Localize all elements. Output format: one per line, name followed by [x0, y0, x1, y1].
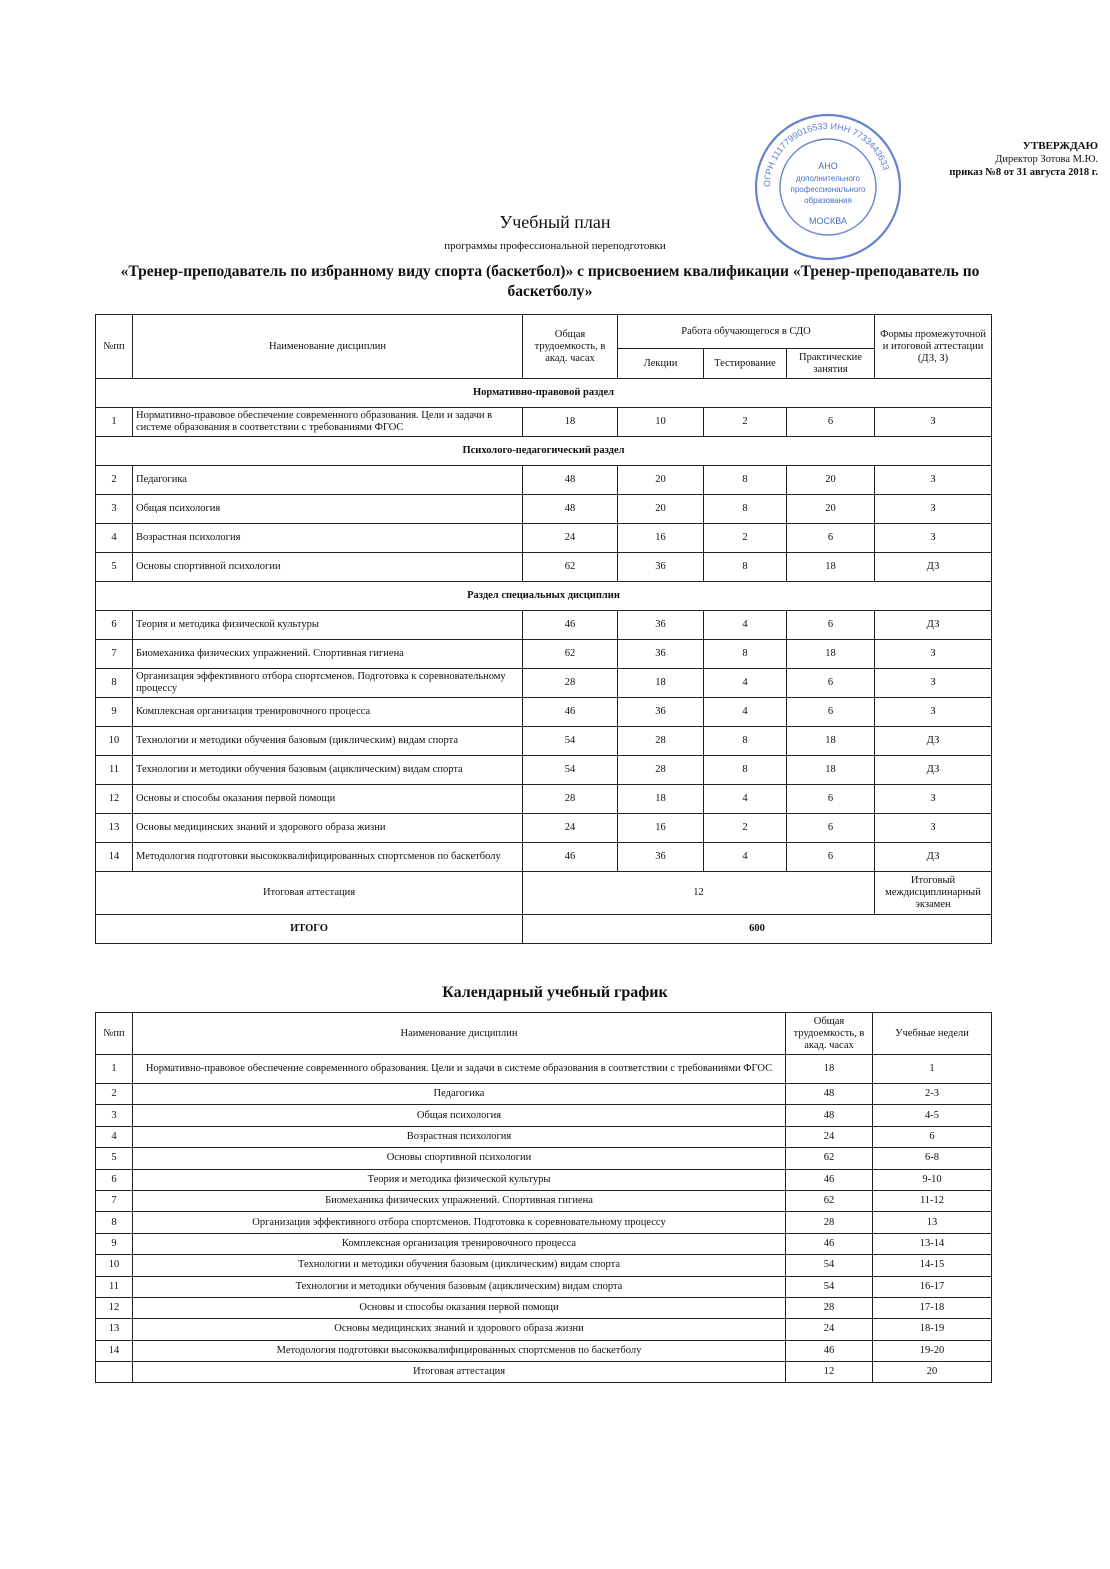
row-practice: 6 — [787, 698, 875, 727]
row-hours: 28 — [523, 785, 618, 814]
cal-row-num: 14 — [96, 1340, 133, 1361]
row-form: ДЗ — [875, 727, 992, 756]
cal-row-name: Общая психология — [133, 1105, 786, 1126]
section-title: Раздел специальных дисциплин — [96, 582, 992, 611]
cal-row-num: 4 — [96, 1126, 133, 1147]
row-lectures: 36 — [618, 698, 704, 727]
seal-center-line-3: профессионального — [790, 185, 866, 194]
row-practice: 6 — [787, 611, 875, 640]
cal-row-hours: 28 — [786, 1297, 873, 1318]
cal-row-num: 5 — [96, 1148, 133, 1169]
row-testing: 8 — [704, 756, 787, 785]
cal-row-hours: 62 — [786, 1190, 873, 1211]
final-attestation-row — [96, 872, 992, 915]
row-form: З — [875, 495, 992, 524]
row-practice: 6 — [787, 843, 875, 872]
table-row — [96, 1255, 992, 1276]
row-lectures: 20 — [618, 495, 704, 524]
row-num: 13 — [96, 814, 133, 843]
row-num: 5 — [96, 553, 133, 582]
row-name: Общая психология — [133, 495, 523, 524]
cal-row-weeks: 2-3 — [873, 1084, 992, 1105]
cal-row-name: Основы спортивной психологии — [133, 1148, 786, 1169]
cal-row-hours: 54 — [786, 1276, 873, 1297]
row-name: Организация эффективного отбора спортсменов. Подготовка к соревновательному процессу — [133, 669, 523, 698]
final-label: Итоговая аттестация — [96, 872, 523, 915]
table-row — [96, 1233, 992, 1254]
row-name: Теория и методика физической культуры — [133, 611, 523, 640]
row-form: ДЗ — [875, 553, 992, 582]
header-testing: Тестирование — [704, 349, 787, 379]
row-hours: 28 — [523, 669, 618, 698]
seal-city: МОСКВА — [809, 216, 847, 226]
table-row — [96, 1190, 992, 1211]
table-row — [96, 1319, 992, 1340]
header-practice: Практические занятия — [787, 349, 875, 379]
cal-row-name: Нормативно-правовое обеспечение современного образования. Цели и задачи в системе образования в соответствии с требованиями ФГОС — [133, 1055, 786, 1084]
row-num: 14 — [96, 843, 133, 872]
row-form: З — [875, 669, 992, 698]
cal-row-weeks: 13-14 — [873, 1233, 992, 1254]
row-num: 3 — [96, 495, 133, 524]
row-form: З — [875, 524, 992, 553]
row-testing: 8 — [704, 553, 787, 582]
document-subtitle: программы профессиональной переподготовки — [444, 240, 666, 252]
seal-ring-text: ОГРН 1117799016533 ИНН 7733443633 — [761, 120, 892, 188]
cal-row-num: 10 — [96, 1255, 133, 1276]
cal-row-num: 3 — [96, 1105, 133, 1126]
header-name: Наименование дисциплин — [133, 315, 523, 379]
program-title: «Тренер-преподаватель по избранному виду спорта (баскетбол)» с присвоением квалификации «Тренер-преподаватель по баскетболу» — [120, 263, 980, 300]
approval-order: приказ №8 от 31 августа 2018 г. — [949, 167, 1098, 178]
approval-block — [868, 140, 1098, 179]
cal-row-num: 11 — [96, 1276, 133, 1297]
row-name: Биомеханика физических упражнений. Спортивная гигиена — [133, 640, 523, 669]
row-form: З — [875, 640, 992, 669]
row-num: 9 — [96, 698, 133, 727]
row-practice: 20 — [787, 466, 875, 495]
cal-row-weeks: 13 — [873, 1212, 992, 1233]
table-row — [96, 1212, 992, 1233]
cal-row-hours: 18 — [786, 1055, 873, 1084]
row-num: 1 — [96, 408, 133, 437]
row-lectures: 28 — [618, 727, 704, 756]
row-num: 8 — [96, 669, 133, 698]
cal-row-hours: 12 — [786, 1362, 873, 1383]
header-forms: Формы промежуточной и итоговой аттестации (ДЗ, З) — [875, 315, 992, 379]
row-lectures: 36 — [618, 640, 704, 669]
table-row — [96, 466, 992, 495]
table-row — [96, 553, 992, 582]
total-hours: 600 — [523, 915, 992, 944]
cal-row-num: 9 — [96, 1233, 133, 1254]
cal-row-hours: 48 — [786, 1084, 873, 1105]
row-form: З — [875, 698, 992, 727]
cal-row-hours: 46 — [786, 1169, 873, 1190]
section-title: Нормативно-правовой раздел — [96, 379, 992, 408]
table-row — [96, 843, 992, 872]
curriculum-table — [95, 314, 992, 944]
row-hours: 46 — [523, 698, 618, 727]
row-name: Педагогика — [133, 466, 523, 495]
row-practice: 6 — [787, 669, 875, 698]
row-hours: 48 — [523, 466, 618, 495]
row-name: Нормативно-правовое обеспечение современного образования. Цели и задачи в системе образования в соответствии с требованиями ФГОС — [133, 408, 523, 437]
row-hours: 48 — [523, 495, 618, 524]
row-lectures: 20 — [618, 466, 704, 495]
cal-row-weeks: 14-15 — [873, 1255, 992, 1276]
row-name: Технологии и методики обучения базовым (ациклическим) видам спорта — [133, 756, 523, 785]
row-num: 11 — [96, 756, 133, 785]
cal-row-name: Теория и методика физической культуры — [133, 1169, 786, 1190]
table-row — [96, 698, 992, 727]
table-row — [96, 1126, 992, 1147]
cal-row-hours: 46 — [786, 1340, 873, 1361]
cal-row-num — [96, 1362, 133, 1383]
row-hours: 46 — [523, 611, 618, 640]
row-form: ДЗ — [875, 611, 992, 640]
row-testing: 8 — [704, 466, 787, 495]
row-practice: 20 — [787, 495, 875, 524]
row-name: Технологии и методики обучения базовым (циклическим) видам спорта — [133, 727, 523, 756]
cal-row-hours: 24 — [786, 1126, 873, 1147]
cal-row-weeks: 4-5 — [873, 1105, 992, 1126]
row-lectures: 28 — [618, 756, 704, 785]
section-row — [96, 379, 992, 408]
approval-director: Директор Зотова М.Ю. — [995, 154, 1098, 165]
section-row — [96, 582, 992, 611]
cal-row-name: Педагогика — [133, 1084, 786, 1105]
row-name: Методология подготовки высококвалифицированных спортсменов по баскетболу — [133, 843, 523, 872]
cal-row-hours: 46 — [786, 1233, 873, 1254]
row-lectures: 36 — [618, 553, 704, 582]
row-name: Комплексная организация тренировочного процесса — [133, 698, 523, 727]
cal-row-num: 12 — [96, 1297, 133, 1318]
row-practice: 18 — [787, 640, 875, 669]
cal-header-num: №пп — [96, 1013, 133, 1055]
total-row — [96, 915, 992, 944]
row-testing: 2 — [704, 814, 787, 843]
row-name: Возрастная психология — [133, 524, 523, 553]
section-row — [96, 437, 992, 466]
row-testing: 4 — [704, 698, 787, 727]
row-testing: 2 — [704, 524, 787, 553]
cal-row-weeks: 18-19 — [873, 1319, 992, 1340]
row-practice: 6 — [787, 785, 875, 814]
table-row — [96, 785, 992, 814]
cal-row-name: Биомеханика физических упражнений. Спортивная гигиена — [133, 1190, 786, 1211]
table-row — [96, 814, 992, 843]
table-header-row — [96, 315, 992, 349]
cal-row-name: Возрастная психология — [133, 1126, 786, 1147]
row-testing: 8 — [704, 727, 787, 756]
row-name: Основы медицинских знаний и здорового образа жизни — [133, 814, 523, 843]
cal-header-name: Наименование дисциплин — [133, 1013, 786, 1055]
table-row — [96, 1340, 992, 1361]
row-num: 6 — [96, 611, 133, 640]
cal-row-weeks: 11-12 — [873, 1190, 992, 1211]
table-row — [96, 1055, 992, 1084]
row-num: 12 — [96, 785, 133, 814]
cal-row-hours: 28 — [786, 1212, 873, 1233]
row-form: З — [875, 408, 992, 437]
row-testing: 4 — [704, 669, 787, 698]
calendar-table — [95, 1012, 992, 1383]
table-row — [96, 727, 992, 756]
header-work: Работа обучающегося в СДО — [618, 315, 875, 349]
cal-row-name: Методология подготовки высококвалифицированных спортсменов по баскетболу — [133, 1340, 786, 1361]
cal-row-weeks: 6 — [873, 1126, 992, 1147]
row-hours: 46 — [523, 843, 618, 872]
cal-row-name: Основы и способы оказания первой помощи — [133, 1297, 786, 1318]
row-form: ДЗ — [875, 843, 992, 872]
row-testing: 8 — [704, 640, 787, 669]
cal-row-name: Основы медицинских знаний и здорового образа жизни — [133, 1319, 786, 1340]
cal-row-num: 2 — [96, 1084, 133, 1105]
row-hours: 62 — [523, 553, 618, 582]
cal-row-name: Итоговая аттестация — [133, 1362, 786, 1383]
seal-center-line-1: АНО — [818, 161, 838, 171]
cal-row-weeks: 9-10 — [873, 1169, 992, 1190]
row-form: З — [875, 814, 992, 843]
cal-row-num: 8 — [96, 1212, 133, 1233]
row-hours: 54 — [523, 727, 618, 756]
row-hours: 24 — [523, 814, 618, 843]
row-num: 2 — [96, 466, 133, 495]
cal-row-name: Организация эффективного отбора спортсменов. Подготовка к соревновательному процессу — [133, 1212, 786, 1233]
cal-header-hours: Общая трудоемкость, в акад. часах — [786, 1013, 873, 1055]
row-practice: 6 — [787, 408, 875, 437]
row-form: З — [875, 466, 992, 495]
cal-row-num: 7 — [96, 1190, 133, 1211]
header-num: №пп — [96, 315, 133, 379]
table-row — [96, 524, 992, 553]
table-header-row — [96, 1013, 992, 1055]
table-row — [96, 1169, 992, 1190]
table-row — [96, 408, 992, 437]
row-lectures: 18 — [618, 785, 704, 814]
cal-row-hours: 48 — [786, 1105, 873, 1126]
final-hours: 12 — [523, 872, 875, 915]
row-num: 7 — [96, 640, 133, 669]
cal-row-weeks: 1 — [873, 1055, 992, 1084]
table-row — [96, 1105, 992, 1126]
table-row — [96, 640, 992, 669]
row-num: 4 — [96, 524, 133, 553]
table-row — [96, 1276, 992, 1297]
table-row — [96, 611, 992, 640]
cal-row-name: Технологии и методики обучения базовым (ациклическим) видам спорта — [133, 1276, 786, 1297]
row-lectures: 36 — [618, 611, 704, 640]
table-row — [96, 669, 992, 698]
header-lectures: Лекции — [618, 349, 704, 379]
seal-center-line-2: дополнительного — [796, 174, 860, 183]
row-practice: 18 — [787, 756, 875, 785]
table-row — [96, 1084, 992, 1105]
table-row — [96, 756, 992, 785]
cal-row-weeks: 16-17 — [873, 1276, 992, 1297]
row-lectures: 10 — [618, 408, 704, 437]
cal-row-name: Комплексная организация тренировочного процесса — [133, 1233, 786, 1254]
approval-title: УТВЕРЖДАЮ — [1022, 140, 1098, 152]
row-form: З — [875, 785, 992, 814]
cal-row-name: Технологии и методики обучения базовым (циклическим) видам спорта — [133, 1255, 786, 1276]
header-hours: Общая трудоемкость, в акад. часах — [523, 315, 618, 379]
total-label: ИТОГО — [96, 915, 523, 944]
table-row — [96, 1148, 992, 1169]
row-name: Основы спортивной психологии — [133, 553, 523, 582]
cal-row-weeks: 17-18 — [873, 1297, 992, 1318]
cal-row-weeks: 19-20 — [873, 1340, 992, 1361]
section-title: Психолого-педагогический раздел — [96, 437, 992, 466]
final-form: Итоговый междисциплинарный экзамен — [875, 872, 992, 915]
cal-row-num: 13 — [96, 1319, 133, 1340]
seal-center-line-4: образования — [804, 196, 852, 205]
row-practice: 18 — [787, 727, 875, 756]
row-hours: 18 — [523, 408, 618, 437]
row-hours: 24 — [523, 524, 618, 553]
row-testing: 4 — [704, 843, 787, 872]
row-practice: 6 — [787, 814, 875, 843]
document-title: Учебный план — [499, 212, 611, 232]
cal-row-hours: 54 — [786, 1255, 873, 1276]
cal-header-weeks: Учебные недели — [873, 1013, 992, 1055]
cal-row-num: 6 — [96, 1169, 133, 1190]
row-testing: 4 — [704, 785, 787, 814]
row-testing: 2 — [704, 408, 787, 437]
row-testing: 4 — [704, 611, 787, 640]
calendar-title: Календарный учебный график — [442, 984, 668, 1001]
row-practice: 6 — [787, 524, 875, 553]
row-hours: 62 — [523, 640, 618, 669]
row-lectures: 16 — [618, 814, 704, 843]
row-practice: 18 — [787, 553, 875, 582]
cal-row-hours: 24 — [786, 1319, 873, 1340]
row-name: Основы и способы оказания первой помощи — [133, 785, 523, 814]
row-lectures: 16 — [618, 524, 704, 553]
cal-row-num: 1 — [96, 1055, 133, 1084]
cal-row-hours: 62 — [786, 1148, 873, 1169]
row-form: ДЗ — [875, 756, 992, 785]
cal-row-weeks: 20 — [873, 1362, 992, 1383]
row-lectures: 18 — [618, 669, 704, 698]
table-row — [96, 1297, 992, 1318]
row-num: 10 — [96, 727, 133, 756]
row-lectures: 36 — [618, 843, 704, 872]
row-testing: 8 — [704, 495, 787, 524]
cal-row-weeks: 6-8 — [873, 1148, 992, 1169]
row-hours: 54 — [523, 756, 618, 785]
table-row — [96, 495, 992, 524]
table-row — [96, 1362, 992, 1383]
